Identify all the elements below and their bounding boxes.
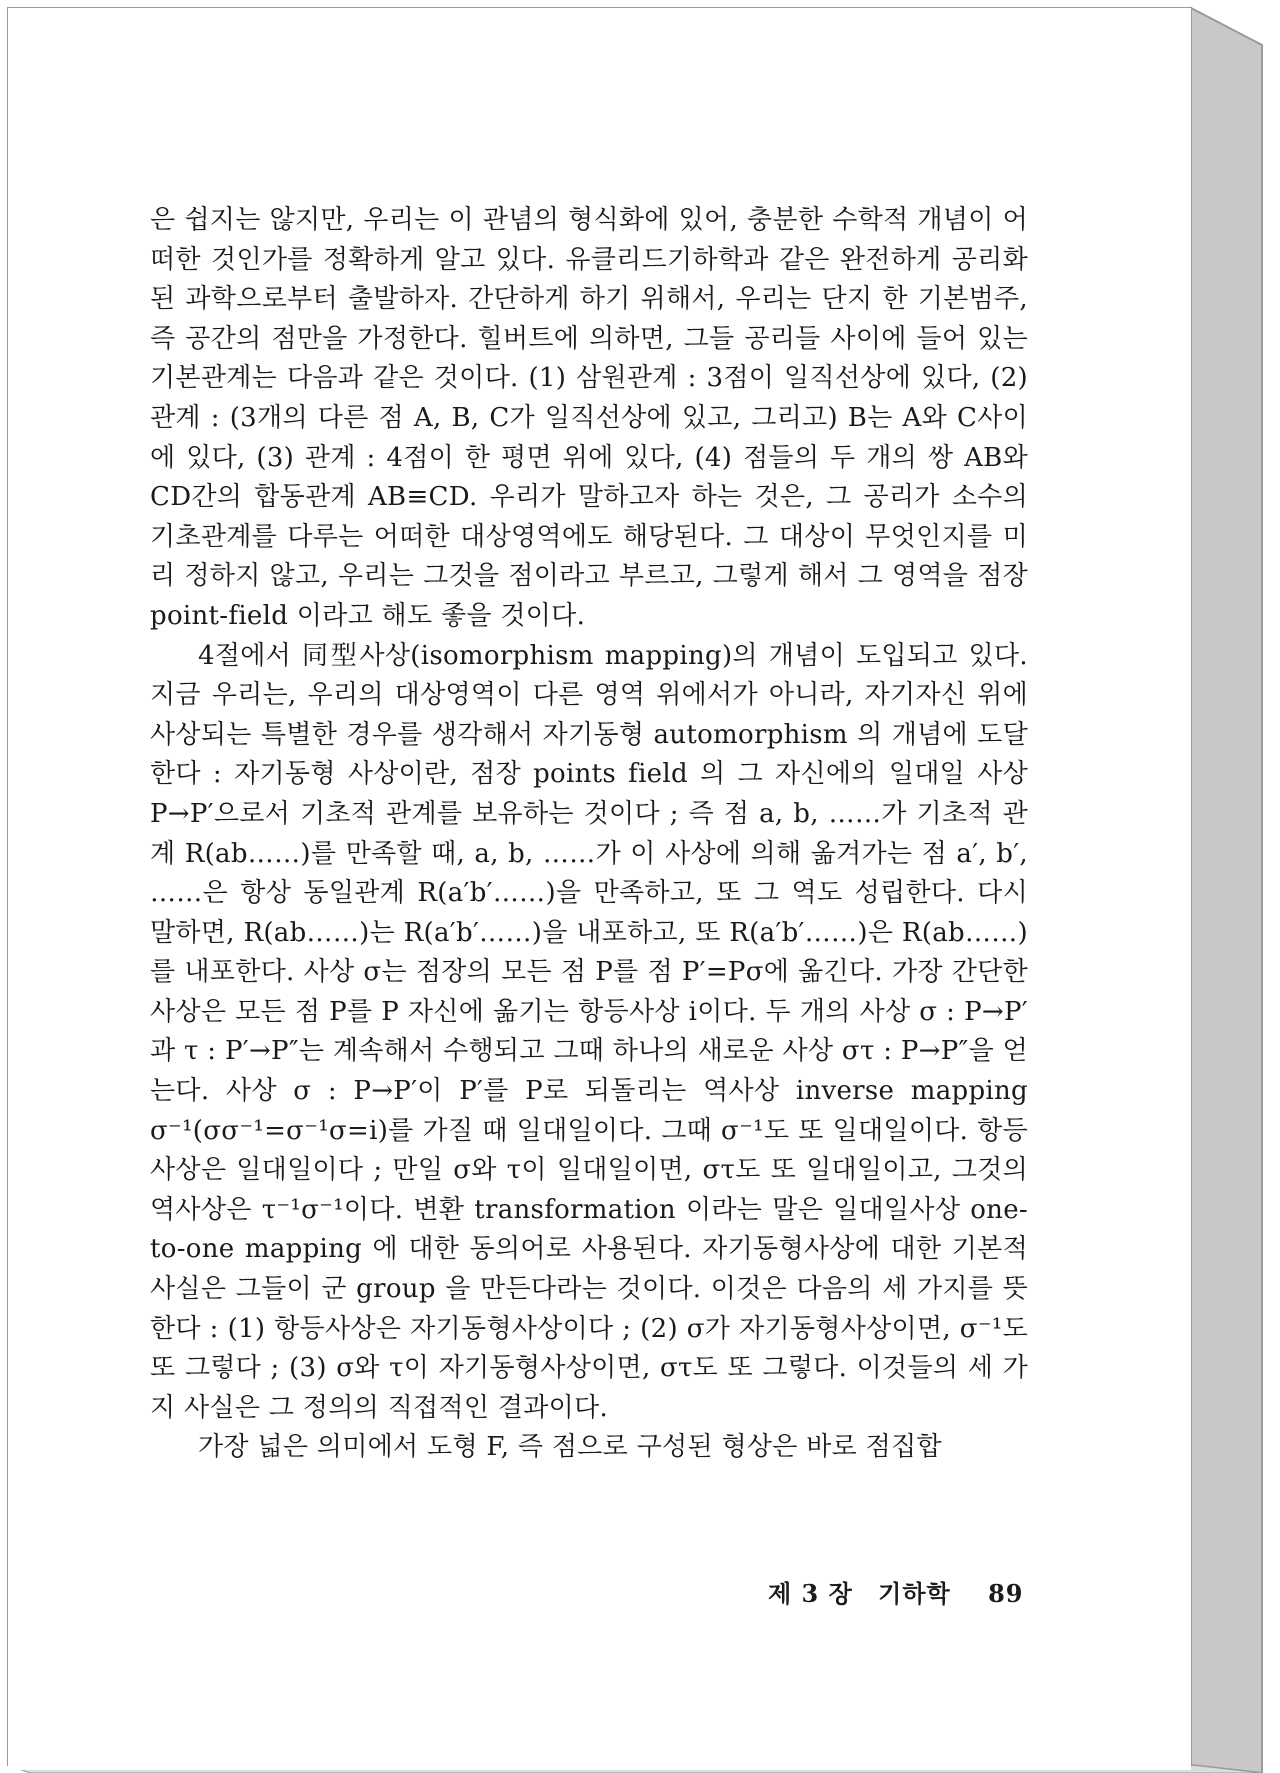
- paragraph-2: 4절에서 同型사상(isomorphism mapping)의 개념이 도입되고 있다. 지금 우리는, 우리의 대상영역이 다른 영역 위에서가 아니라, 자기자신 위에 사상되는 특별한 경우를 생각해서 자기동형 automorphism 의 개념에 도달한다 : 자기동형 사상이란, 점장 points field 의 그 자신에의 일대일 사상 P→P′으로서 기초적 관계를 보유하는 것이다 ; 즉 점 a, b, ……가 기초적 관계 R(ab……)를 만족할 때, a, b, ……가 이 사상에 의해 옮겨가는 점 a′, b′, ……은 항상 동일관계 R(a′b′……)을 만족하고, 또 그 역도 성립한다. 다시 말하면, R(ab……)는 R(a′b′……)을 내포하고, 또 R(a′b′……)은 R(ab……)를 내포한다. 사상 σ는 점장의 모든 점 P를 점 P′=Pσ에 옮긴다. 가장 간단한 사상은 모든 점 P를 P 자신에 옮기는 항등사상 i이다. 두 개의 사상 σ : P→P′과 τ : P′→P″는 계속해서 수행되고 그때 하나의 새로운 사상 στ : P→P″을 얻는다. 사상 σ : P→P′이 P′를 P로 되돌리는 역사상 inverse mapping σ⁻¹(σσ⁻¹=σ⁻¹σ=i)를 가질 때 일대일이다. 그때 σ⁻¹도 또 일대일이다. 항등사상은 일대일이다 ; 만일 σ와 τ이 일대일이면, στ도 또 일대일이고, 그것의 역사상은 τ⁻¹σ⁻¹이다. 변환 transformation 이라는 말은 일대일사상 one-to-one mapping 에 대한 동의어로 사용된다. 자기동형사상에 대한 기본적 사실은 그들이 군 group 을 만든다라는 것이다. 이것은 다음의 세 가지를 뜻한다 : (1) 항등사상은 자기동형사상이다 ; (2) σ가 자기동형사상이면, σ⁻¹도 또 그렇다 ; (3) σ와 τ이 자기동형사상이면, στ도 또 그렇다. 이것들의 세 가지 사실은 그 정의의 직접적인 결과이다.: [150, 640, 1028, 1423]
- book-page: [8, 8, 1191, 1770]
- page-spine-side: [1191, 8, 1262, 1773]
- paragraph-3: 가장 넓은 의미에서 도형 F, 즉 점으로 구성된 형상은 바로 점집합: [198, 1432, 942, 1463]
- footer-chapter: 제 3 장: [768, 1579, 853, 1608]
- paragraph-1: 은 쉽지는 않지만, 우리는 이 관념의 형식화에 있어, 충분한 수학적 개념이 어떠한 것인가를 정확하게 알고 있다. 유클리드기하학과 같은 완전하게 공리화된 과학으로부터 출발하자. 간단하게 하기 위해서, 우리는 단지 한 기본범주, 즉 공간의 점만을 가정한다. 힐버트에 의하면, 그들 공리들 사이에 들어 있는 기본관계는 다음과 같은 것이다. (1) 삼원관계 : 3점이 일직선상에 있다, (2) 관계 : (3개의 다른 점 A, B, C가 일직선상에 있고, 그리고) B는 A와 C사이에 있다, (3) 관계 : 4점이 한 평면 위에 있다, (4) 점들의 두 개의 쌍 AB와 CD간의 합동관계 AB≡CD. 우리가 말하고자 하는 것은, 그 공리가 소수의 기초관계를 다루는 어떠한 대상영역에도 해당된다. 그 대상이 무엇인지를 미리 정하지 않고, 우리는 그것을 점이라고 부르고, 그렇게 해서 그 영역을 점장 point-field 이라고 해도 좋을 것이다.: [150, 205, 1028, 631]
- body-text: [150, 201, 1028, 1468]
- page-footer: [768, 1574, 1023, 1609]
- page-number: 89: [988, 1579, 1024, 1608]
- footer-title: 기하학: [878, 1579, 951, 1608]
